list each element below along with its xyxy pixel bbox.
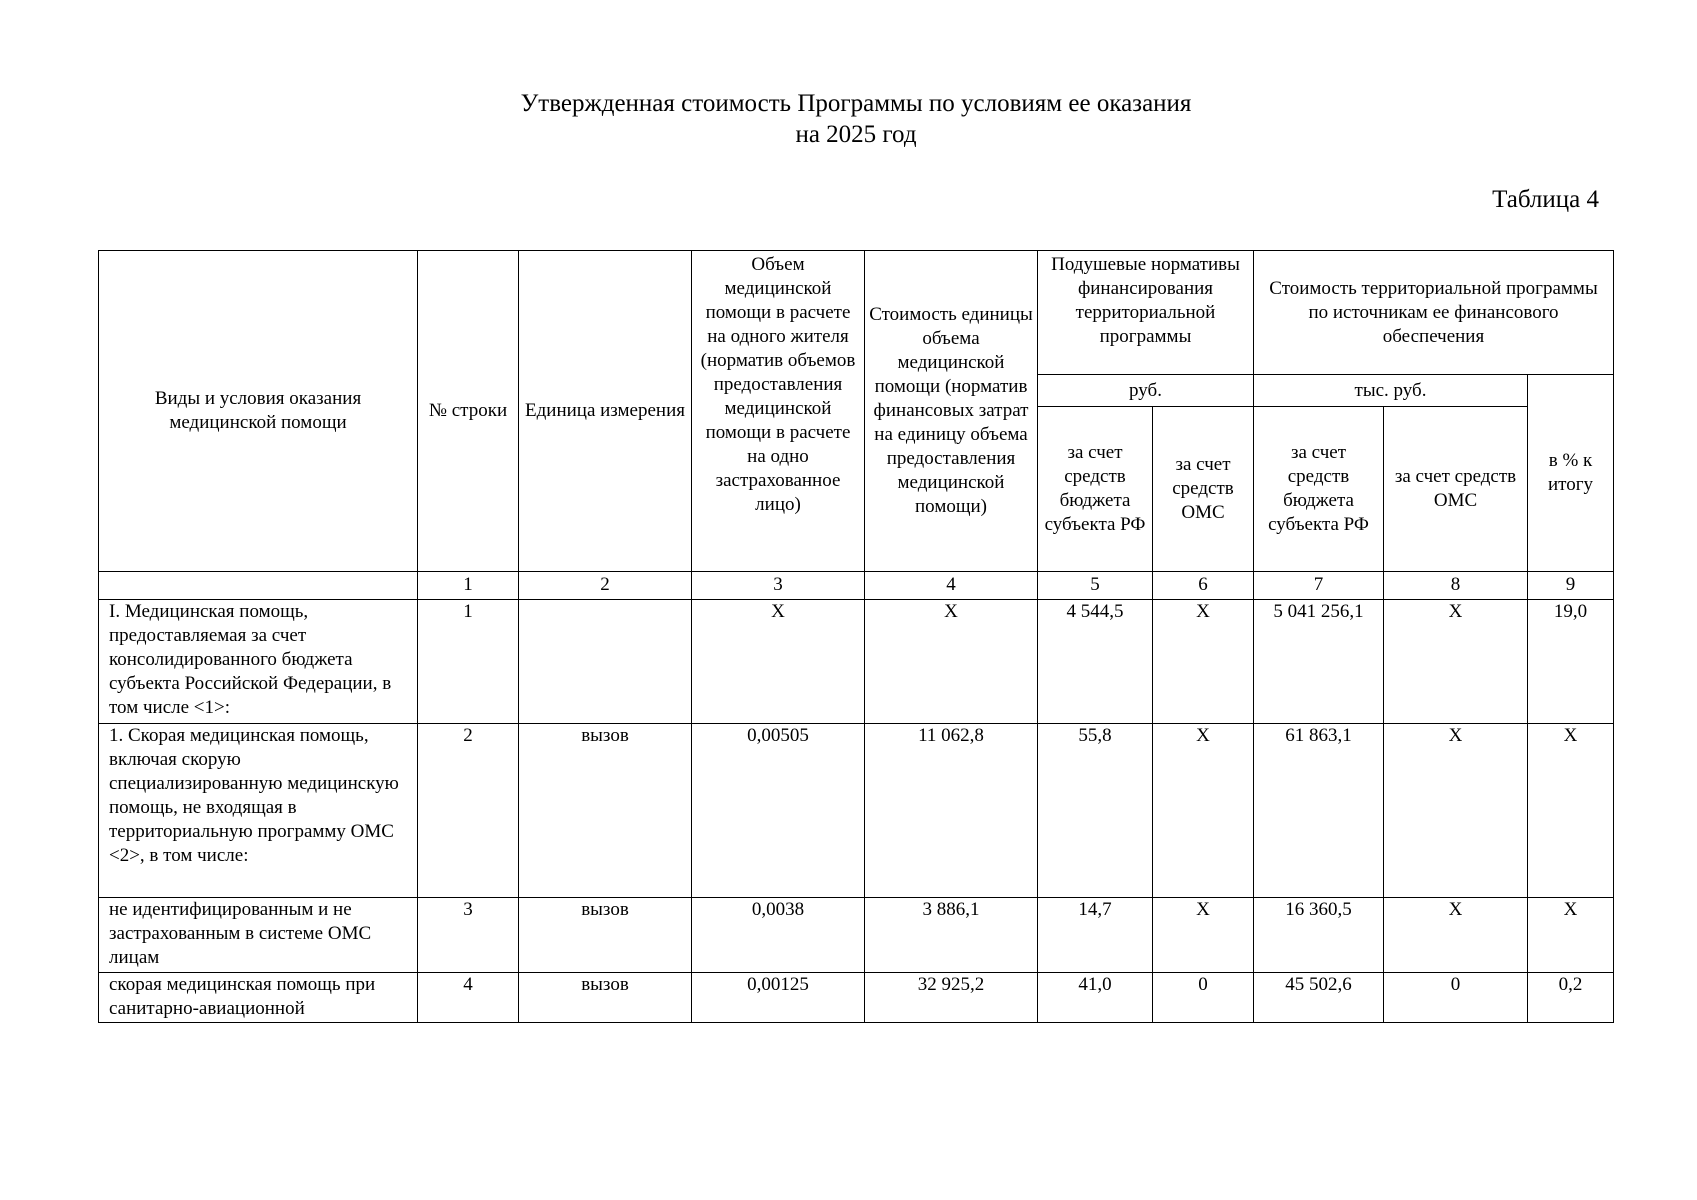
header-unit-rub: руб.: [1038, 375, 1254, 407]
row-percent: Х: [1528, 898, 1614, 973]
column-number: 4: [865, 572, 1038, 600]
row-volume: 0,0038: [692, 898, 865, 973]
row-unit-cost: 32 925,2: [865, 973, 1038, 1023]
row-cost-oms: Х: [1384, 600, 1528, 724]
row-percent: 0,2: [1528, 973, 1614, 1023]
header-cost-budget: за счет средств бюджета субъекта РФ: [1254, 407, 1384, 572]
header-cost-oms: за счет средств ОМС: [1384, 407, 1528, 572]
column-number: 6: [1153, 572, 1254, 600]
header-cost-group: Стоимость территориальной программы по источникам ее финансового обеспечения: [1254, 251, 1614, 375]
row-care-type: 1. Скорая медицинская помощь, включая скорую специализированную медицинскую помощь, не входящая в территориальную программу ОМС <2>, в том числе:: [99, 724, 418, 898]
row-volume: 0,00125: [692, 973, 865, 1023]
column-number: 2: [519, 572, 692, 600]
table-row: [99, 898, 1614, 973]
row-unit: [519, 600, 692, 724]
row-percent: 19,0: [1528, 600, 1614, 724]
row-number: 4: [418, 973, 519, 1023]
row-cost-budget: 16 360,5: [1254, 898, 1384, 973]
header-per-capita-group: Подушевые нормативы финансирования территориальной программы: [1038, 251, 1254, 375]
table-row: [99, 724, 1614, 898]
row-number: 3: [418, 898, 519, 973]
row-unit-cost: 11 062,8: [865, 724, 1038, 898]
header-row-number: № строки: [418, 251, 519, 572]
row-volume: 0,00505: [692, 724, 865, 898]
row-unit-cost: 3 886,1: [865, 898, 1038, 973]
column-number: 1: [418, 572, 519, 600]
row-care-type: I. Медицинская помощь, предоставляемая за счет консолидированного бюджета субъекта Российской Федерации, в том числе <1>:: [99, 600, 418, 724]
header-volume: Объем медицинской помощи в расчете на одного жителя (норматив объемов предоставления медицинской помощи в расчете на одно застрахованное лицо): [692, 251, 865, 572]
row-number: 2: [418, 724, 519, 898]
row-cost-budget: 5 041 256,1: [1254, 600, 1384, 724]
row-percent: Х: [1528, 724, 1614, 898]
row-unit: вызов: [519, 724, 692, 898]
row-unit: вызов: [519, 898, 692, 973]
column-number: 7: [1254, 572, 1384, 600]
header-unit-thousand-rub: тыс. руб.: [1254, 375, 1528, 407]
row-number: 1: [418, 600, 519, 724]
row-cost-budget: 61 863,1: [1254, 724, 1384, 898]
cost-table: [98, 250, 1614, 1023]
row-cost-oms: 0: [1384, 973, 1528, 1023]
header-care-types: Виды и условия оказания медицинской помощи: [99, 251, 418, 572]
row-unit: вызов: [519, 973, 692, 1023]
column-number: 5: [1038, 572, 1153, 600]
row-pc-oms: Х: [1153, 724, 1254, 898]
column-number: 8: [1384, 572, 1528, 600]
header-unit: Единица измерения: [519, 251, 692, 572]
header-percent-total: в % к итогу: [1528, 375, 1614, 572]
header-unit-cost: Стоимость единицы объема медицинской помощи (норматив финансовых затрат на единицу объема предоставления медицинской помощи): [865, 251, 1038, 572]
row-cost-budget: 45 502,6: [1254, 973, 1384, 1023]
row-pc-budget: 14,7: [1038, 898, 1153, 973]
row-volume: Х: [692, 600, 865, 724]
header-pc-oms: за счет средств ОМС: [1153, 407, 1254, 572]
column-number-row: [99, 572, 1614, 600]
table-row: [99, 600, 1614, 724]
column-number: [99, 572, 418, 600]
table-row: [99, 973, 1614, 1023]
row-cost-oms: Х: [1384, 898, 1528, 973]
title-line-2: на 2025 год: [795, 121, 917, 148]
title-line-1: Утвержденная стоимость Программы по условиям ее оказания: [520, 90, 1192, 117]
row-pc-budget: 41,0: [1038, 973, 1153, 1023]
row-pc-oms: 0: [1153, 973, 1254, 1023]
row-pc-oms: Х: [1153, 898, 1254, 973]
table-label: Таблица 4: [1492, 186, 1599, 213]
header-pc-budget: за счет средств бюджета субъекта РФ: [1038, 407, 1153, 572]
column-number: 3: [692, 572, 865, 600]
row-care-type: скорая медицинская помощь при санитарно-авиационной: [99, 973, 418, 1023]
document-title: [0, 88, 1697, 150]
row-pc-oms: Х: [1153, 600, 1254, 724]
row-pc-budget: 4 544,5: [1038, 600, 1153, 724]
row-care-type: не идентифицированным и не застрахованным в системе ОМС лицам: [99, 898, 418, 973]
row-pc-budget: 55,8: [1038, 724, 1153, 898]
column-number: 9: [1528, 572, 1614, 600]
row-cost-oms: Х: [1384, 724, 1528, 898]
row-unit-cost: Х: [865, 600, 1038, 724]
